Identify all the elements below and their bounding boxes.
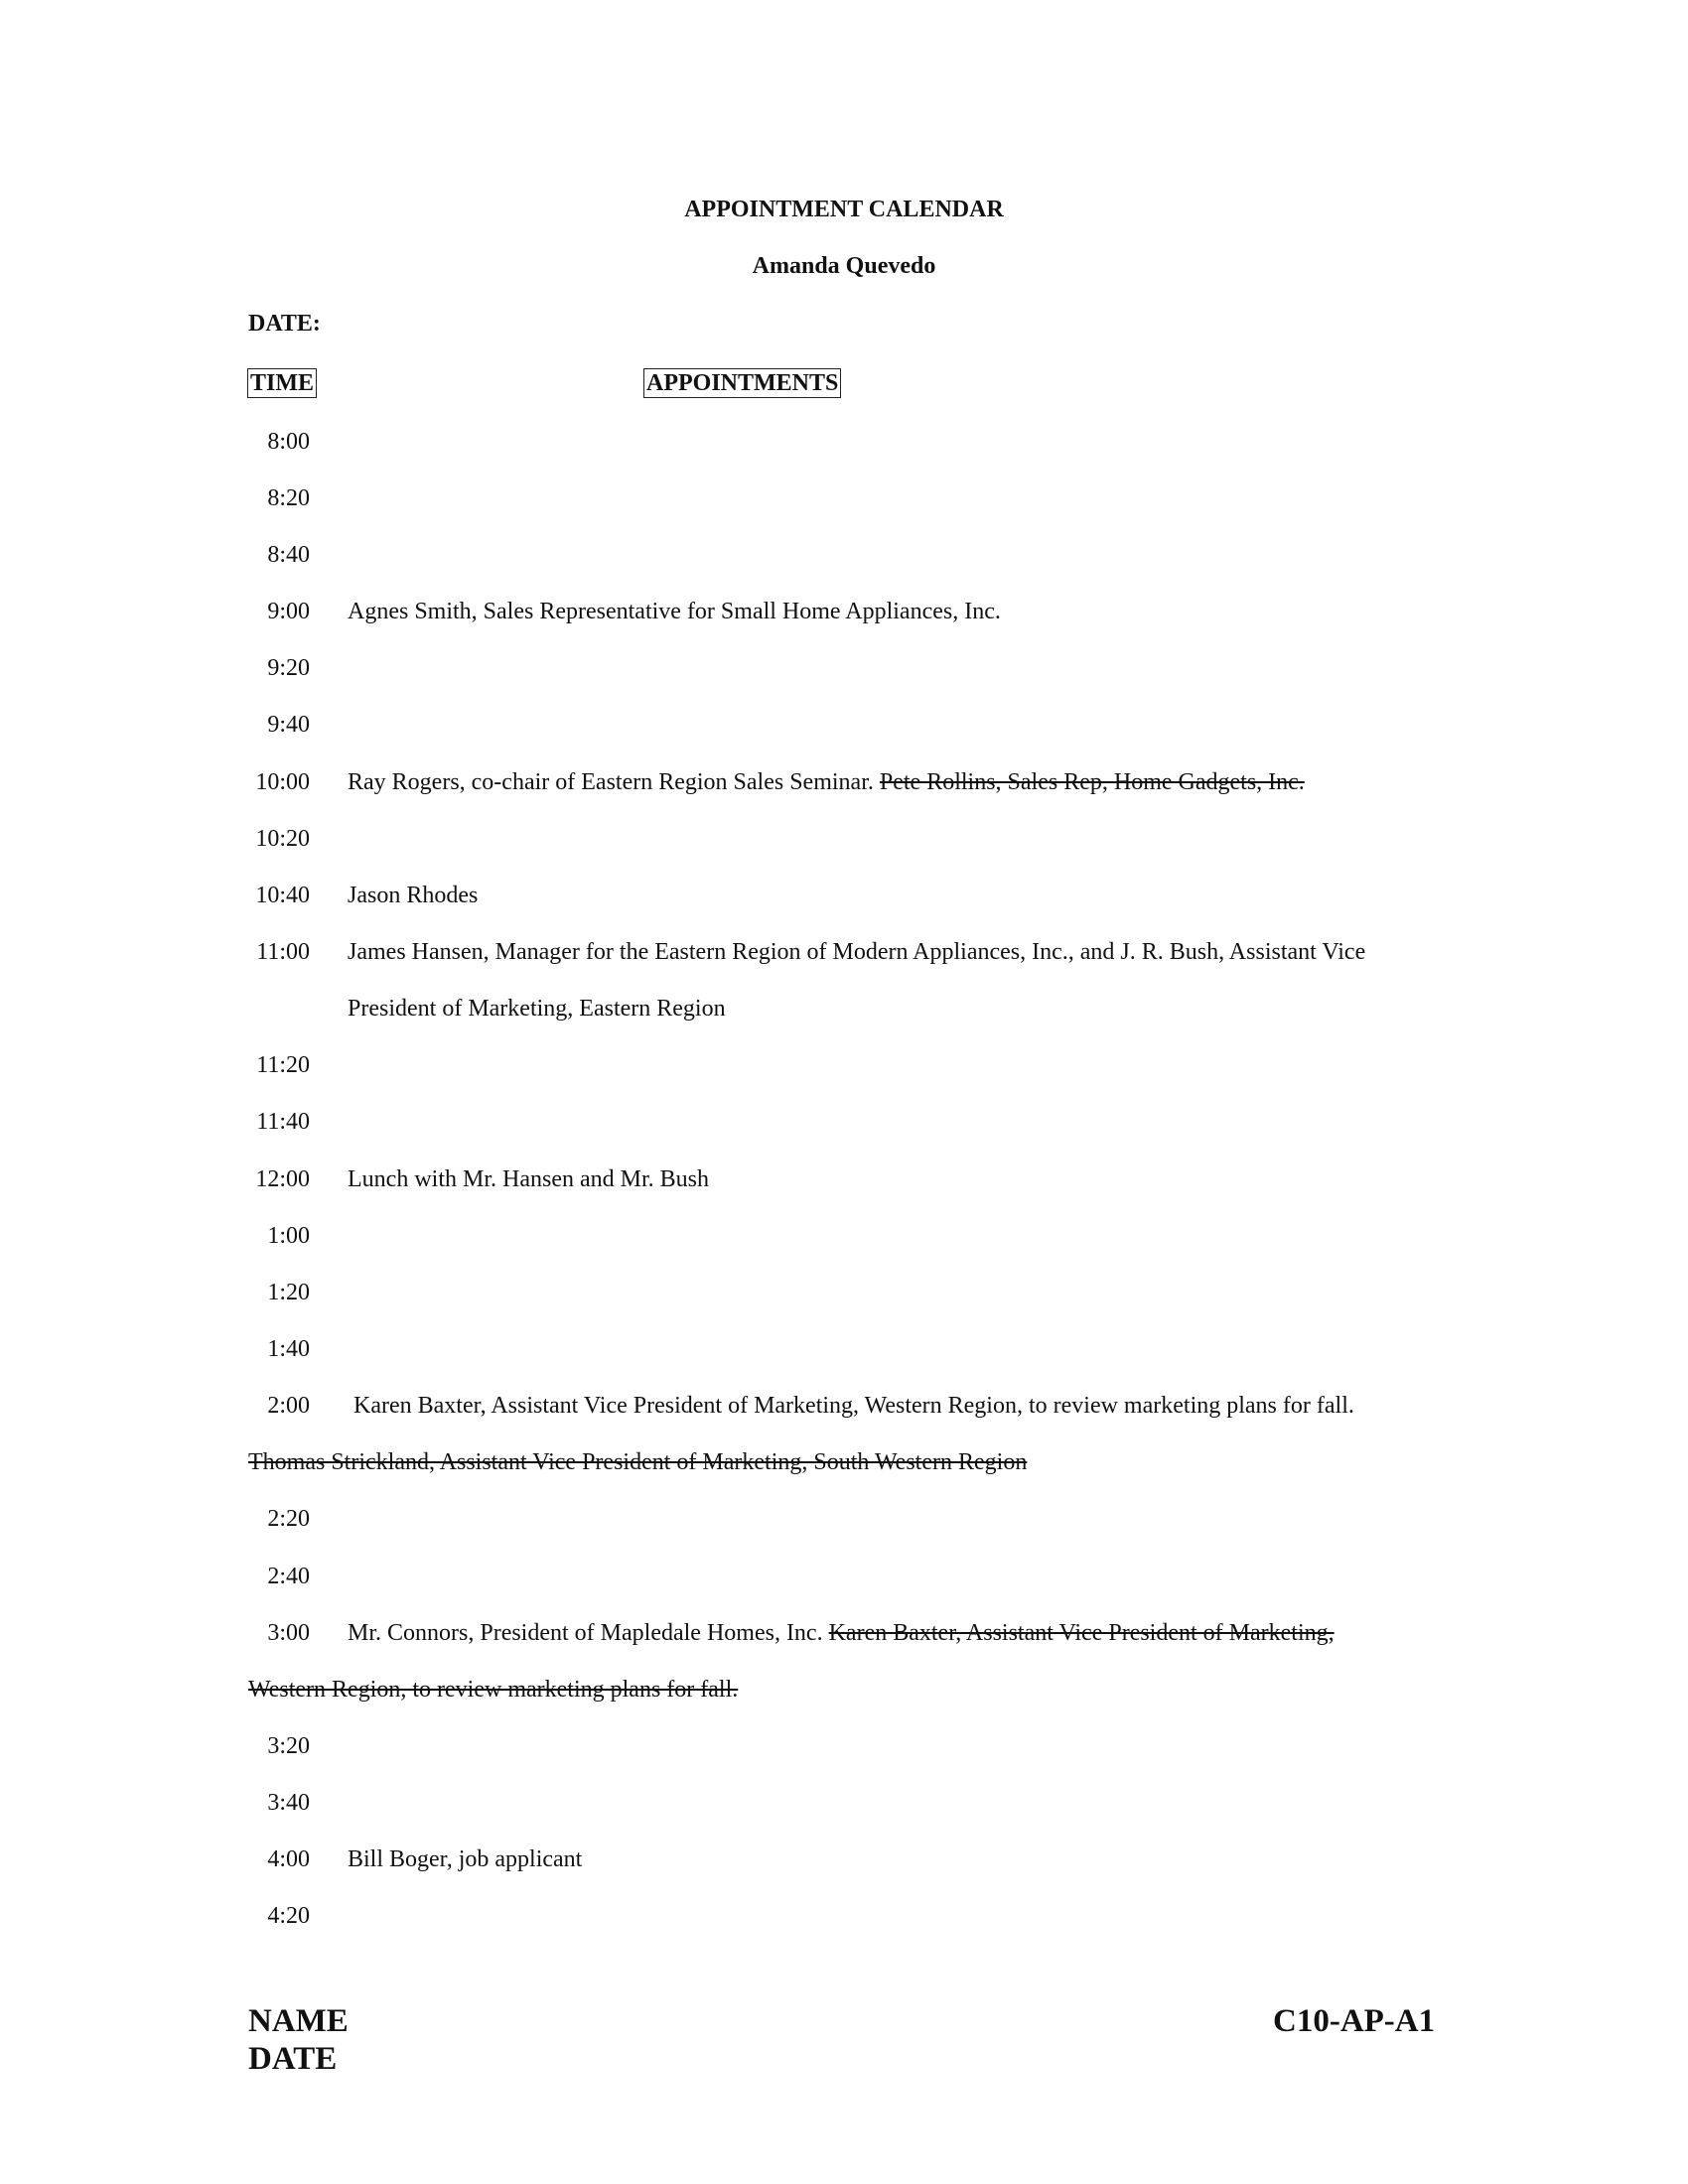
schedule-row [0, 821, 1688, 857]
schedule-row [0, 1388, 1688, 1424]
appointment-text [348, 1615, 1335, 1651]
time-slot: 9:20 [267, 655, 310, 681]
schedule-row [0, 650, 1688, 686]
time-slot: 10:40 [255, 883, 310, 908]
appointment-struck-through: Pete Rollins, Sales Rep, Home Gadgets, Inc. [879, 769, 1305, 795]
schedule-row-continuation [0, 991, 1688, 1026]
time-slot: 10:20 [255, 826, 310, 852]
time-slot: 9:40 [267, 712, 310, 738]
appointment-text: President of Marketing, Eastern Region [348, 996, 726, 1022]
schedule-row [0, 537, 1688, 573]
time-slot: 11:20 [256, 1052, 310, 1078]
appointment-text: Karen Baxter, Assistant Vice President of Marketing, Western Region, to review marketing plans for fall. [353, 1393, 1354, 1419]
time-slot: 11:40 [256, 1109, 310, 1135]
appointment-struck-through: Western Region, to review marketing plans for fall. [248, 1677, 739, 1703]
appointment-current: Ray Rogers, co-chair of Eastern Region Sales Seminar. [348, 769, 880, 795]
time-slot: 3:00 [267, 1620, 310, 1646]
time-slot: 1:00 [267, 1223, 310, 1249]
schedule-row [0, 764, 1688, 800]
appointment-text: Lunch with Mr. Hansen and Mr. Bush [348, 1166, 709, 1192]
time-slot: 3:20 [267, 1733, 310, 1759]
time-slot: 8:20 [267, 485, 310, 511]
calendar-owner-name: Amanda Quevedo [752, 253, 936, 279]
time-slot: 2:20 [267, 1506, 310, 1532]
schedule-row [0, 878, 1688, 913]
appointment-current: Mr. Connors, President of Mapledale Homes, Inc. [348, 1620, 829, 1646]
date-label: DATE: [248, 311, 321, 337]
time-slot: 1:20 [267, 1280, 310, 1305]
schedule-row [0, 707, 1688, 743]
footer-name-label: NAME [248, 2003, 349, 2039]
schedule-row-continuation [0, 1672, 1688, 1707]
schedule-row [0, 1728, 1688, 1764]
schedule-row [0, 1615, 1688, 1651]
time-slot: 3:40 [267, 1790, 310, 1816]
schedule-row [0, 1047, 1688, 1083]
schedule-row [0, 1501, 1688, 1537]
schedule-row [0, 424, 1688, 460]
schedule-row-continuation [0, 1444, 1688, 1480]
time-slot: 4:20 [267, 1903, 310, 1929]
time-slot: 2:00 [267, 1393, 310, 1419]
time-slot: 12:00 [255, 1166, 310, 1192]
appointments-column-header: APPOINTMENTS [643, 368, 841, 398]
schedule-row [0, 1161, 1688, 1197]
appointment-text: Agnes Smith, Sales Representative for Small Home Appliances, Inc. [348, 599, 1001, 624]
schedule-row [0, 594, 1688, 629]
schedule-row [0, 1842, 1688, 1877]
schedule-row [0, 1104, 1688, 1140]
document-code: C10-AP-A1 [1273, 2003, 1436, 2039]
schedule-row [0, 1275, 1688, 1310]
schedule-row [0, 1785, 1688, 1821]
time-slot: 2:40 [267, 1564, 310, 1589]
time-slot: 10:00 [255, 769, 310, 795]
time-slot: 8:00 [267, 429, 310, 455]
time-slot: 1:40 [267, 1336, 310, 1362]
schedule-row [0, 934, 1688, 970]
appointment-text: Jason Rhodes [348, 883, 479, 908]
schedule-row [0, 1218, 1688, 1254]
appointment-text: James Hansen, Manager for the Eastern Region of Modern Appliances, Inc., and J. R. Bush, Assistant Vice [348, 939, 1366, 965]
time-slot: 11:00 [256, 939, 310, 965]
appointment-text [348, 764, 1305, 800]
appointment-struck-through: Karen Baxter, Assistant Vice President of Marketing, [828, 1620, 1335, 1646]
footer-date-label: DATE [248, 2041, 338, 2077]
schedule-row [0, 1331, 1688, 1367]
document-title: APPOINTMENT CALENDAR [684, 197, 1004, 222]
schedule-row [0, 1898, 1688, 1934]
time-slot: 9:00 [267, 599, 310, 624]
time-column-header: TIME [247, 368, 317, 398]
appointment-text: Bill Boger, job applicant [348, 1846, 583, 1872]
time-slot: 4:00 [267, 1846, 310, 1872]
time-slot: 8:40 [267, 542, 310, 568]
appointment-struck-through: Thomas Strickland, Assistant Vice President of Marketing, South Western Region [248, 1449, 1028, 1475]
schedule-row [0, 480, 1688, 516]
schedule-row [0, 1559, 1688, 1594]
